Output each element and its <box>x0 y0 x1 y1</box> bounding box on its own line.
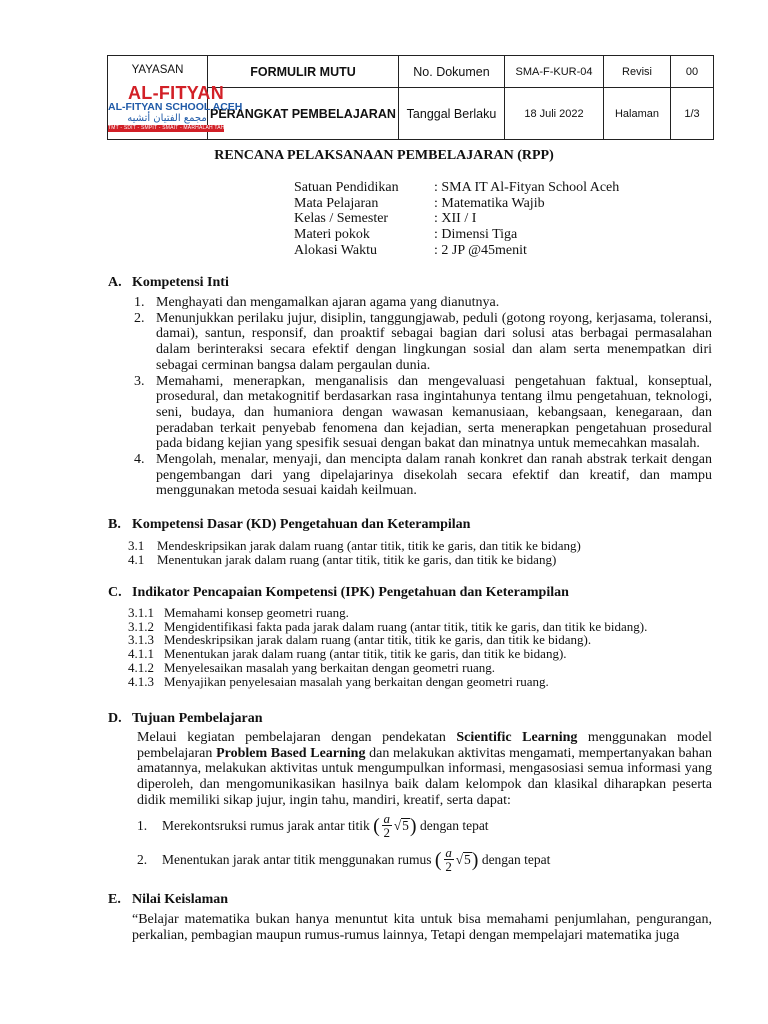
formula-paren-open: ( <box>434 848 442 871</box>
item-text: Memahami konsep geometri ruang. <box>164 605 349 620</box>
halaman-label: Halaman <box>604 88 671 140</box>
meta-row <box>294 243 619 259</box>
item-number: 4.1.2 <box>128 659 154 675</box>
item-number: 3. <box>134 373 145 389</box>
section-d-heading <box>108 711 263 727</box>
item-text: Mengidentifikasi fakta pada jarak dalam ruang (antar titik, titik ke garis, dan titik ke bidang). <box>164 618 648 634</box>
meta-row <box>294 180 619 196</box>
nilai-keislaman-text: “Belajar matematika bukan hanya menuntut kita untuk bisa memahami penjumlahan, pengurangan, perkalian, pembagian maupun rumus-rumus lainnya, Tetapi dengan mempelajari matematika juga <box>132 912 712 943</box>
meta-key: Alokasi Waktu <box>294 242 377 258</box>
meta-value: : XII / I <box>434 211 477 227</box>
fraction-numerator: a <box>383 811 390 826</box>
revisi-label: Revisi <box>604 56 671 88</box>
no-dokumen-label: No. Dokumen <box>399 56 505 88</box>
section-title: Indikator Pencapaian Kompetensi (IPK) Pengetahuan dan Keterampilan <box>132 585 569 600</box>
sqrt-radicand: 5 <box>402 818 409 833</box>
logo-arabic: مجمع الفتيان أتشيه <box>127 113 207 124</box>
tanggal-berlaku-label: Tanggal Berlaku <box>399 88 505 140</box>
item-text: Mendeskripsikan jarak dalam ruang (antar titik, titik ke garis, dan titik ke bidang) <box>157 538 581 553</box>
kompetensi-inti-list <box>131 295 712 499</box>
formula-sqrt <box>456 852 472 868</box>
section-letter: A. <box>108 275 122 290</box>
perangkat-pembelajaran: PERANGKAT PEMBELAJARAN <box>208 88 399 140</box>
goal-text-suffix: dengan tepat <box>481 851 551 867</box>
section-title: Tujuan Pembelajaran <box>132 711 263 726</box>
section-e-heading <box>108 892 228 908</box>
section-letter: E. <box>108 892 121 907</box>
item-text: Memahami, menerapkan, menganalisis dan mengevaluasi pengetahuan faktual, konseptual, prosedural, dan metakognitif berdasarkan rasa ingintahunya tentang ilmu pengetahuan, teknologi, seni, budaya, dan humaniora dengan wawasan kemanusiaan, kebangsaan, kenegaraan, dan peradaban terkait penyebab fenomena dan kejadian, serta menerapkan pengetahuan prosedural pada bidang kejian yang spesifik sesuai dengan bakat dan minatnya untuk memecahkan masalah. <box>156 373 712 452</box>
item-text: Menyelesaikan masalah yang berkaitan dengan geometri ruang. <box>164 659 496 675</box>
meta-key: Kelas / Semester <box>294 211 389 227</box>
section-letter: B. <box>108 517 121 532</box>
meta-value: : Matematika Wajib <box>434 195 545 211</box>
list-item <box>128 606 712 620</box>
logo-tagline: TMT - SDIT - SMPIT - SMAIT - MARHALAH TAHFIZH <box>108 125 237 131</box>
item-number: 4.1.1 <box>128 646 154 662</box>
list-item <box>131 311 712 374</box>
formula-paren-open: ( <box>373 814 380 837</box>
school-logo <box>106 83 243 140</box>
list-item <box>131 295 712 311</box>
emphasis-scientific-learning: Scientific Learning <box>456 730 578 745</box>
item-text: Menentukan jarak dalam ruang (antar titik, titik ke garis, dan titik ke bidang) <box>157 551 557 567</box>
item-number: 3.1.2 <box>128 618 154 634</box>
goal-item <box>137 846 550 873</box>
logo-school: AL-FITYAN SCHOOL ACEH <box>108 101 243 113</box>
list-item <box>128 553 712 567</box>
goal-text-suffix: dengan tepat <box>419 817 489 833</box>
meta-key: Satuan Pendidikan <box>294 180 399 195</box>
formula-paren-close: ) <box>471 848 479 871</box>
section-title: Nilai Keislaman <box>132 892 229 907</box>
section-c-heading <box>108 585 569 601</box>
section-letter: C. <box>108 585 122 600</box>
list-item <box>131 374 712 453</box>
text-run: menggunakan model pembelajaran <box>137 730 712 761</box>
item-number: 3.1.1 <box>128 605 154 620</box>
logo-name: AL-FITYAN <box>128 83 225 103</box>
meta-key: Mata Pelajaran <box>294 195 379 211</box>
item-text: Mendeskripsikan jarak dalam ruang (antar titik, titik ke garis, dan titik ke bidang). <box>164 632 592 648</box>
item-number: 4. <box>134 452 145 468</box>
list-item <box>131 452 712 499</box>
section-title: Kompetensi Dasar (KD) Pengetahuan dan Keterampilan <box>132 517 471 532</box>
list-item <box>128 647 712 661</box>
meta-row <box>294 227 619 243</box>
fraction-denominator: 2 <box>445 859 452 874</box>
goal-text: Merekontsruksi rumus jarak antar titik <box>162 817 370 833</box>
logo-cell <box>108 56 243 140</box>
ipk-list <box>128 606 712 688</box>
section-a-heading <box>108 275 229 291</box>
halaman-value: 1/3 <box>671 88 714 140</box>
item-number: 3.1 <box>128 538 145 553</box>
goal-item <box>137 812 489 839</box>
list-item <box>128 620 712 634</box>
item-number: 4.1.3 <box>128 673 154 689</box>
kompetensi-dasar-list <box>128 539 712 566</box>
document-header-table <box>107 55 714 140</box>
no-dokumen-value: SMA-F-KUR-04 <box>505 56 604 88</box>
item-number: 2. <box>134 310 145 326</box>
item-number: 1. <box>134 295 145 310</box>
formula-fraction <box>444 846 454 873</box>
list-item <box>128 633 712 647</box>
section-letter: D. <box>108 711 122 726</box>
meta-key: Materi pokok <box>294 227 370 243</box>
tujuan-paragraph <box>137 730 712 809</box>
formula-paren-close: ) <box>409 814 417 837</box>
item-number: 3.1.3 <box>128 632 154 648</box>
sqrt-symbol: √ <box>393 817 402 833</box>
fraction-denominator: 2 <box>383 825 390 840</box>
item-text: Menentukan jarak dalam ruang (antar titik, titik ke garis, dan titik ke bidang). <box>164 646 567 662</box>
fraction-numerator: a <box>445 845 452 860</box>
text-run: dan melakukan aktivitas mengamati, mempertanyakan bahan amatannya, melakukan aktivitas untuk mengumpulkan informasi, mengasosiasi semua informasi yang diperoleh, dan mengomunikasikan hasilnya baik dalam kelompok dan klasikal diharapkan peserta didik memiliki sikap jujur, ingin tahu, mandiri, kreatif, serta dapat: <box>137 745 712 808</box>
page-title: RENCANA PELAKSANAAN PEMBELAJARAN (RPP) <box>214 148 554 163</box>
formulir-mutu: FORMULIR MUTU <box>208 56 399 88</box>
item-text: Menyajikan penyelesaian masalah yang berkaitan dengan geometri ruang. <box>164 673 549 689</box>
meta-value: : SMA IT Al-Fityan School Aceh <box>434 180 620 195</box>
goal-text: Menentukan jarak antar titik menggunakan rumus <box>162 851 432 867</box>
sqrt-symbol: √ <box>455 851 464 867</box>
sqrt-radicand: 5 <box>464 852 471 867</box>
item-text: Menunjukkan perilaku jujur, disiplin, tanggungjawab, peduli (gotong royong, kerjasama, toleransi, damai), santun, responsif, dan proaktif sebagai bagian dari solusi atas berbagai permasalahan dalam berinteraksi secara efektif dengan lingkungan sosial dan alam serta menempatkan diri sebagai cerminan bangsa dalam pergaulan dunia. <box>156 310 712 373</box>
yayasan-label: YAYASAN <box>131 64 184 76</box>
formula-sqrt <box>394 818 410 834</box>
formula-fraction <box>382 812 392 839</box>
identity-block <box>294 180 619 259</box>
revisi-value: 00 <box>671 56 714 88</box>
meta-row <box>294 196 619 212</box>
emphasis-problem-based-learning: Problem Based Learning <box>216 745 366 761</box>
text-run: Melaui kegiatan pembelajaran dengan pendekatan <box>137 730 457 745</box>
tanggal-berlaku-value: 18 Juli 2022 <box>505 88 604 140</box>
meta-value: : Dimensi Tiga <box>434 227 518 243</box>
list-item <box>128 539 712 553</box>
goal-number: 1. <box>137 817 148 833</box>
item-text: Mengolah, menalar, menyaji, dan mencipta dalam ranah konkret dan ranah abstrak terkait dengan pengembangan dari yang dipelajarinya disekolah secara efektif dan kreatif, dan mampu menggunakan metoda sesuai kaidah keilmuan. <box>156 452 712 499</box>
section-title: Kompetensi Inti <box>132 275 229 290</box>
meta-row <box>294 211 619 227</box>
item-number: 4.1 <box>128 551 145 567</box>
list-item <box>128 661 712 675</box>
meta-value: : 2 JP @45menit <box>434 242 527 258</box>
section-b-heading <box>108 517 470 533</box>
goal-number: 2. <box>137 851 148 867</box>
list-item <box>128 675 712 689</box>
item-text: Menghayati dan mengamalkan ajaran agama yang dianutnya. <box>156 295 500 310</box>
